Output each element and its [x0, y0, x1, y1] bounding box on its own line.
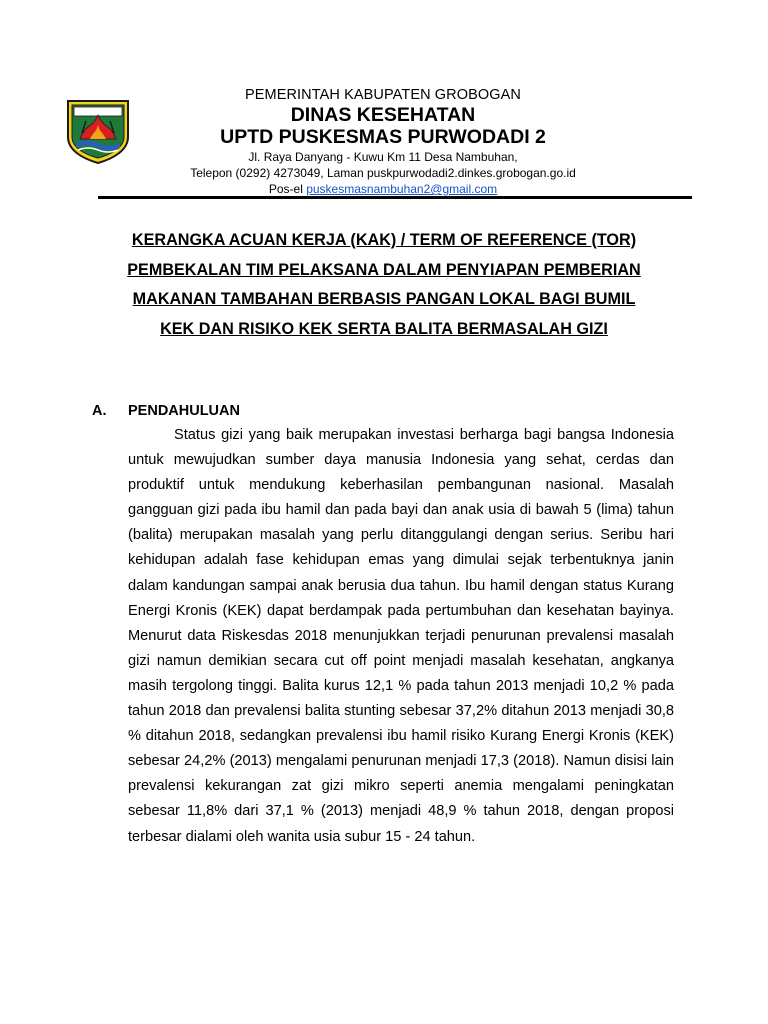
title-line-2: PEMBEKALAN TIM PELAKSANA DALAM PENYIAPAN PEMBERIAN — [127, 260, 641, 279]
letterhead-divider — [98, 196, 692, 199]
section-letter: A. — [92, 403, 107, 419]
agency-name: DINAS KESEHATAN — [290, 104, 476, 126]
letterhead — [150, 86, 616, 197]
contact-line: Telepon (0292) 4273049, Laman puskpurwodadi2.dinkes.grobogan.go.id — [190, 166, 576, 180]
section-paragraph: Status gizi yang baik merupakan investasi berharga bagi bangsa Indonesia untuk mewujudkan sumber daya manusia Indonesia yang sehat, cerdas dan produktif untuk mendukung keberhasilan pembangunan nasional. Masalah gangguan gizi pada ibu hamil dan pada bayi dan anak usia di bawah 5 (lima) tahun (balita) merupakan masalah yang perlu ditanggulangi dengan serius. Seribu hari kehidupan adalah fase kehidupan emas yang dimulai sejak terbentuknya janin dalam kandungan sampai anak berusia dua tahun. Ibu hamil dengan status Kurang Energi Kronis (KEK) dapat berdampak pada pertumbuhan dan kesehatan bayinya. Menurut data Riskesdas 2018 menunjukkan terjadi penurunan prevalensi masalah gizi namun demikian secara cut off point menjadi masalah kesehatan, angkanya masih tergolong tinggi. Balita kurus 12,1 % pada tahun 2013 menjadi 10,2 % pada tahun 2018 dan prevalensi balita stunting sebesar 37,2% ditahun 2013 menjadi 30,8 % ditahun 2018, sedangkan prevalensi ibu hamil risiko Kurang Energi Kronis (KEK) sebesar 24,2% (2013) mengalami penurunan menjadi 17,3 (2018). Namun disisi lain prevalensi kekurangan zat gizi mikro seperti anemia mengalami peningkatan sebesar 11,8% dari 37,1 % (2013) menjadi 48,9 % tahun 2018, dengan proposi terbesar dialami oleh wanita usia subur 15 - 24 tahun. — [128, 427, 674, 845]
address-line: Jl. Raya Danyang - Kuwu Km 11 Desa Nambuhan, — [248, 150, 518, 164]
government-name: PEMERINTAH KABUPATEN GROBOGAN — [244, 87, 522, 103]
section-title: PENDAHULUAN — [128, 403, 240, 419]
email-label: Pos-el — [268, 182, 303, 196]
title-line-4: KEK DAN RISIKO KEK SERTA BALITA BERMASALAH GIZI — [160, 319, 608, 338]
email-link[interactable]: puskesmasnambuhan2@gmail.com — [306, 182, 498, 196]
unit-name: UPTD PUSKESMAS PURWODADI 2 — [220, 126, 546, 148]
grobogan-regency-emblem-icon — [62, 93, 134, 165]
email-line — [150, 181, 616, 197]
document-title — [88, 226, 680, 344]
title-line-3: MAKANAN TAMBAHAN BERBASIS PANGAN LOKAL BAGI BUMIL — [132, 290, 636, 308]
title-line-1: KERANGKA ACUAN KERJA (KAK) / TERM OF REFERENCE (TOR) — [131, 231, 637, 249]
